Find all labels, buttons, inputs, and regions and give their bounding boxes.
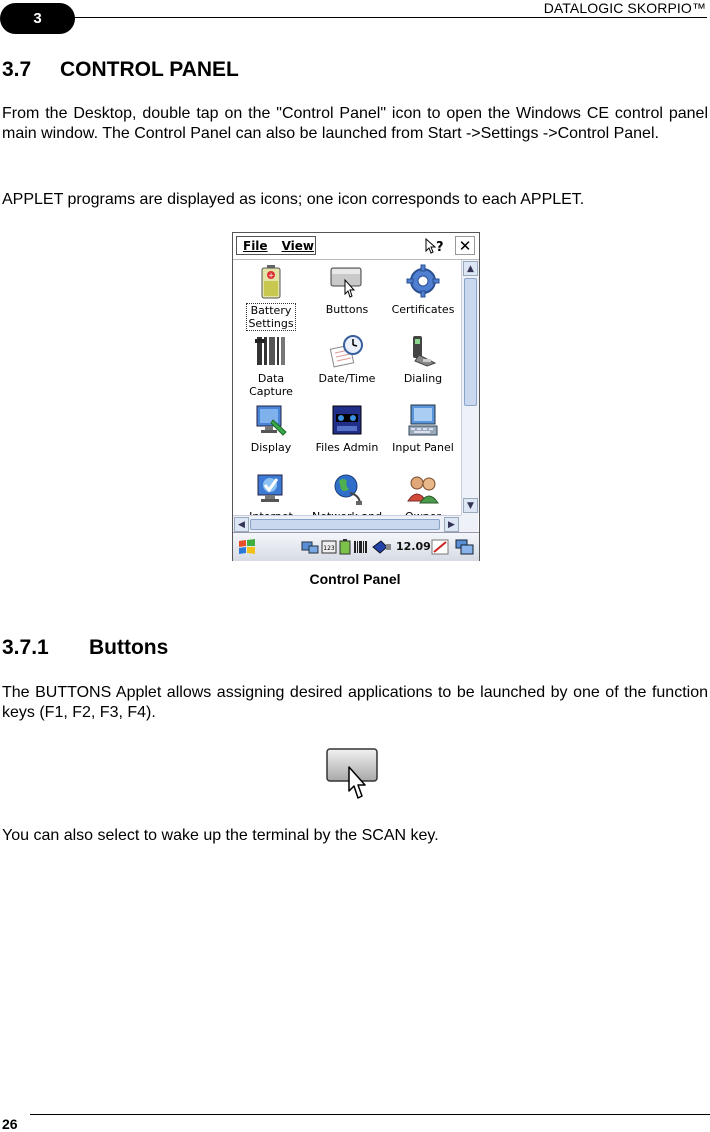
figure-caption: Control Panel <box>309 571 401 587</box>
horizontal-scroll-thumb[interactable] <box>250 519 440 530</box>
applet-paragraph: APPLET programs are displayed as icons; one icon corresponds to each APPLET. <box>2 191 585 208</box>
scroll-left-arrow-icon[interactable]: ◀ <box>234 517 249 532</box>
menu-bar <box>233 233 479 260</box>
intro-paragraph: From the Desktop, double tap on the "Control Panel" icon to open the Windows CE control panel main window. The Control Panel can also be launched from Start ->Settings ->Control Panel. <box>2 105 708 142</box>
data-capture-icon <box>253 333 289 369</box>
applet-certificates[interactable] <box>385 264 461 316</box>
owner-icon <box>405 471 441 507</box>
help-icon[interactable] <box>424 237 446 255</box>
scroll-right-arrow-icon[interactable]: ▶ <box>444 517 459 532</box>
battery-tray-icon[interactable] <box>339 539 351 555</box>
section-title: CONTROL PANEL <box>60 58 239 81</box>
svg-text:+: + <box>268 271 274 280</box>
menu-view[interactable]: View <box>281 238 314 253</box>
phone-icon <box>405 333 441 369</box>
applet-data-capture[interactable] <box>233 333 309 398</box>
size-grip <box>461 515 478 532</box>
applet-label: Date/Time <box>318 372 376 385</box>
svg-text:?: ? <box>436 240 444 255</box>
clock[interactable]: 12.09 <box>396 540 431 553</box>
horizontal-scrollbar[interactable] <box>233 515 461 533</box>
applet-battery-settings[interactable] <box>233 264 309 331</box>
applet-dialing[interactable] <box>385 333 461 385</box>
applet-input-panel[interactable] <box>385 402 461 454</box>
chapter-badge: 3 <box>0 3 75 34</box>
applet-grid <box>233 260 461 515</box>
applet-label: Battery Settings <box>248 304 294 330</box>
applet-label: Buttons <box>325 303 369 316</box>
internet-icon <box>253 471 289 507</box>
applet-files-admin[interactable] <box>309 402 385 454</box>
close-button[interactable]: ✕ <box>455 236 475 255</box>
applet-buttons[interactable] <box>309 264 385 316</box>
applet-display[interactable] <box>233 402 309 454</box>
section-number: 3.7 <box>2 58 32 81</box>
svg-text:123: 123 <box>323 545 335 552</box>
vertical-scrollbar[interactable] <box>461 260 479 515</box>
header-rule <box>70 17 707 18</box>
files-admin-icon <box>329 402 365 438</box>
calendar-clock-icon <box>329 333 365 369</box>
button-press-icon <box>329 264 365 300</box>
scan-key-paragraph: You can also select to wake up the terminal by the SCAN key. <box>2 827 439 844</box>
applet-label: Data Capture <box>249 372 293 398</box>
subsection-number: 3.7.1 <box>2 636 49 659</box>
scanner-tray-icon[interactable] <box>372 539 392 555</box>
subsection-heading <box>2 636 168 660</box>
input-tray-icon[interactable] <box>321 539 337 555</box>
battery-icon <box>255 264 287 300</box>
menu-file[interactable]: File <box>243 238 268 253</box>
scroll-down-arrow-icon[interactable]: ▼ <box>463 498 478 513</box>
vertical-scroll-thumb[interactable] <box>464 278 477 406</box>
footer-rule <box>30 1114 710 1115</box>
scroll-up-arrow-icon[interactable]: ▲ <box>463 261 478 276</box>
buttons-applet-icon <box>325 745 381 801</box>
buttons-paragraph: The BUTTONS Applet allows assigning desired applications to be launched by one of the function keys (F1, F2, F3, F4). <box>2 684 708 721</box>
menu-group <box>236 236 316 255</box>
network-tray-icon[interactable] <box>301 539 319 555</box>
desktop-switch-icon[interactable] <box>455 539 475 555</box>
header-title: DATALOGIC SKORPIO™ <box>543 0 706 16</box>
start-windows-icon[interactable] <box>237 538 257 556</box>
applet-label: Certificates <box>391 303 455 316</box>
pen-tray-icon[interactable] <box>431 539 449 555</box>
applet-label: Display <box>250 441 292 454</box>
subsection-title: Buttons <box>89 636 169 659</box>
applet-label: Dialing <box>403 372 443 385</box>
taskbar <box>233 532 479 561</box>
applet-label: Input Panel <box>392 441 454 454</box>
section-heading <box>2 58 239 82</box>
applet-label: Files Admin <box>315 441 379 454</box>
network-icon <box>329 471 365 507</box>
control-panel-screenshot <box>232 232 480 561</box>
keyboard-icon <box>405 402 441 438</box>
applet-date-time[interactable] <box>309 333 385 385</box>
display-icon <box>253 402 289 438</box>
certificate-gear-icon <box>406 264 440 300</box>
page-number: 26 <box>2 1116 18 1132</box>
barcode-tray-icon[interactable] <box>353 539 369 555</box>
